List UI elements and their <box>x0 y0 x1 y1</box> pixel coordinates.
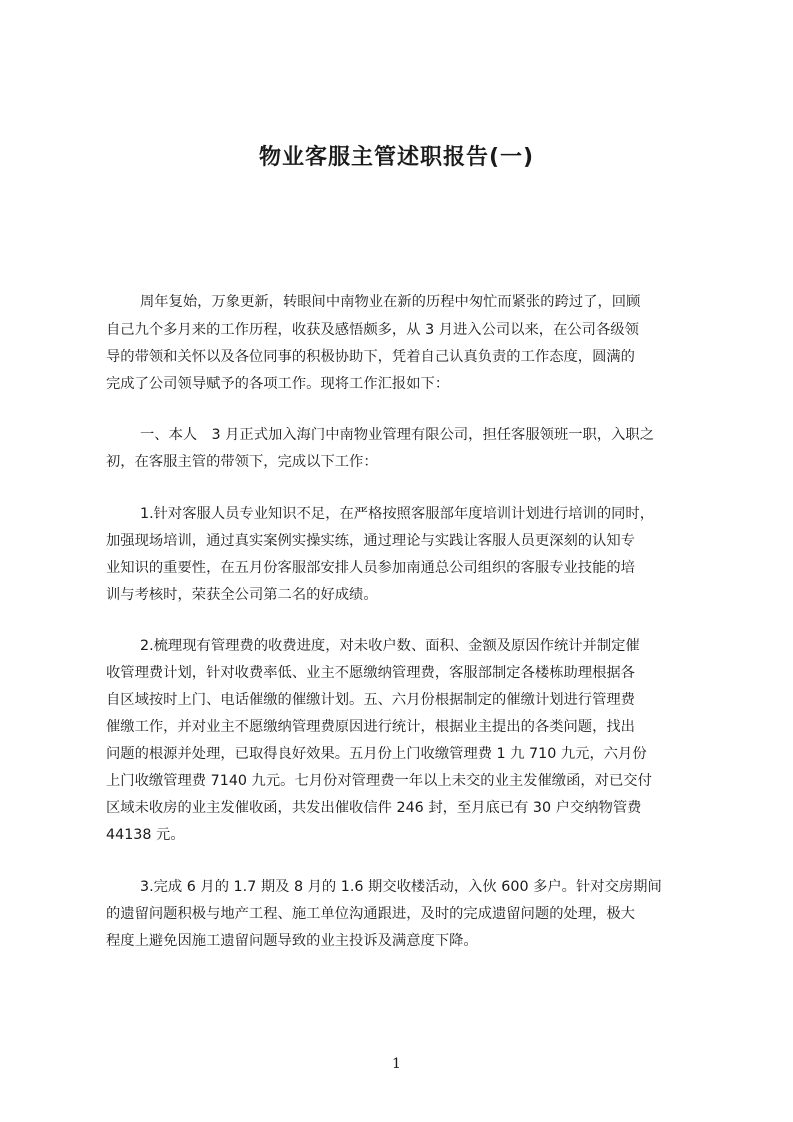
text-line: 训与考核时，荣获全公司第二名的好成绩。 <box>106 587 378 603</box>
text-line: 初，在客服主管的带领下，完成以下工作： <box>106 454 378 470</box>
text-line: 一、本人 3 月正式加入海门中南物业管理有限公司，担任客服领班一职，入职之 <box>140 427 655 443</box>
text-line: 的遗留问题积极与地产工程、施工单位沟通跟进，及时的完成遗留问题的处理，极大 <box>106 906 635 922</box>
text-line: 44138 元。 <box>106 827 185 843</box>
text-line: 加强现场培训，通过真实案例实操实练，通过理论与实践让客服人员更深刻的认知专 <box>106 533 635 549</box>
document-title: 物业客服主管述职报告(一) <box>258 145 535 170</box>
text-line: 3.完成 6 月的 1.7 期及 8 月的 1.6 期交收楼活动，入伙 600 多户。针对交房期间 <box>140 879 662 895</box>
text-line: 催缴工作，并对业主不愿缴纳管理费原因进行统计，根据业主提出的各类问题，找出 <box>106 719 635 735</box>
text-line: 程度上避免因施工遗留问题导致的业主投诉及满意度下降。 <box>106 933 478 949</box>
text-line: 业知识的重要性，在五月份客服部安排人员参加南通总公司组织的客服专业技能的培 <box>106 560 635 576</box>
text-line: 1.针对客服人员专业知识不足，在严格按照客服部年度培训计划进行培训的同时， <box>140 506 655 522</box>
text-line: 2.梳理现有管理费的收费进度，对未收户数、面积、金额及原因作统计并制定催 <box>140 638 640 654</box>
text-line: 区域未收房的业主发催收函，共发出催收信件 246 封，至月底已有 30 户交纳物管费 <box>106 800 642 816</box>
text-line: 自己九个多月来的工作历程，收获及感悟颇多，从 3 月进入公司以来，在公司各级领 <box>106 322 639 338</box>
text-line: 周年复始，万象更新，转眼间中南物业在新的历程中匆忙而紧张的跨过了，回顾 <box>140 294 641 310</box>
text-line: 导的带领和关怀以及各位同事的积极协助下，凭着自己认真负责的工作态度，圆满的 <box>106 349 635 365</box>
text-line: 完成了公司领导赋予的各项工作。现将工作汇报如下： <box>106 376 450 392</box>
text-line: 收管理费计划，针对收费率低、业主不愿缴纳管理费，客服部制定各楼栋助理根据各 <box>106 665 635 681</box>
text-line: 问题的根源并处理，已取得良好效果。五月份上门收缴管理费 1 九 710 九元，六月份 <box>106 746 647 762</box>
text-line: 上门收缴管理费 7140 九元。七月份对管理费一年以上未交的业主发催缴函，对已交付 <box>106 773 652 789</box>
page-number: 1 <box>392 1056 401 1072</box>
text-line: 自区域按时上门、电话催缴的催缴计划。五、六月份根据制定的催缴计划进行管理费 <box>106 692 635 708</box>
